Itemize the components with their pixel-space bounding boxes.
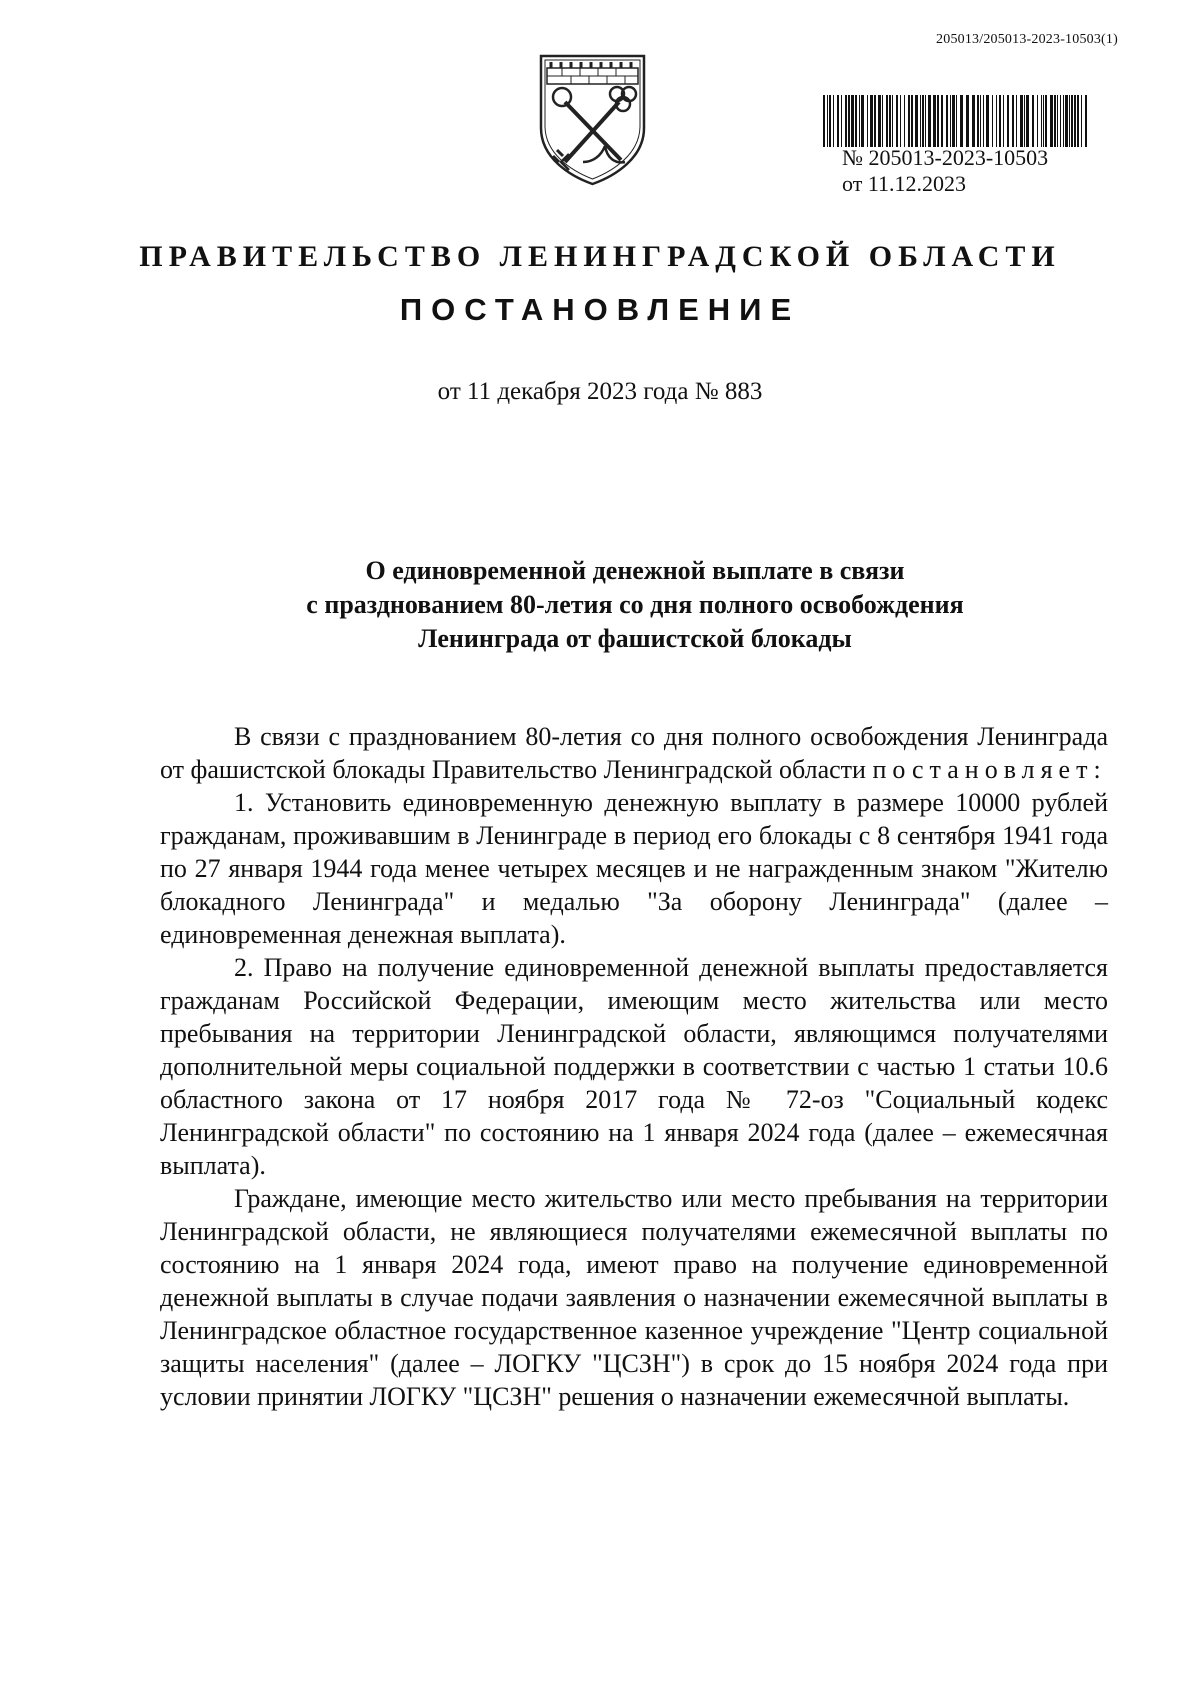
document-date-number: от 11 декабря 2023 года № 883 xyxy=(437,378,763,405)
document-reference: 205013/205013-2023-10503(1) xyxy=(936,32,1118,47)
intro-paragraph xyxy=(160,720,1108,786)
item-1-paragraph: 1. Установить единовременную денежную выплату в размере 10000 рублей гражданам, проживавшим в Ленинграде в период его блокады с 8 сентября 1941 года по 27 января 1944 года менее четырех месяцев и не награжденным знаком "Жителю блокадного Ленинграда" и медалью "За оборону Ленинграда" (далее – единовременная денежная выплата). xyxy=(160,788,1108,949)
barcode-icon xyxy=(823,95,1093,147)
document-subject xyxy=(160,554,1110,656)
registration-number: № 205013-2023-10503 xyxy=(842,145,1049,170)
subject-line: Ленинграда от фашистской блокады xyxy=(418,624,852,653)
government-title: ПРАВИТЕЛЬСТВО ЛЕНИНГРАДСКОЙ ОБЛАСТИ xyxy=(139,240,1061,273)
document-body xyxy=(160,720,1108,1413)
item-2-continuation-paragraph: Граждане, имеющие место жительство или место пребывания на территории Ленинградской области, не являющиеся получателями ежемесячной выплаты по состоянию на 1 января 2024 года, имеют право на получение единовременной денежной выплаты в случае подачи заявления о назначении ежемесячной выплаты в Ленинградское областное государственное казенное учреждение "Центр социальной защиты населения" (далее – ЛОГКУ "ЦСЗН") в срок до 15 ноября 2024 года при условии принятии ЛОГКУ "ЦСЗН" решения о назначении ежемесячной выплаты. xyxy=(160,1184,1108,1411)
registration-block xyxy=(842,145,1048,197)
subject-line: О единовременной денежной выплате в связи xyxy=(365,556,905,585)
registration-date: от 11.12.2023 xyxy=(842,171,967,196)
document-type: ПОСТАНОВЛЕНИЕ xyxy=(399,292,801,327)
resolve-verb: постановляет: xyxy=(872,755,1107,784)
intro-text: В связи с празднованием 80-летия со дня полного освобождения Ленинграда от фашистской блокады Правительство Ленинградской области xyxy=(160,722,1108,784)
item-2-paragraph: 2. Право на получение единовременной денежной выплаты предоставляется гражданам Российской Федерации, имеющим место жительства или место пребывания на территории Ленинградской области, являющимся получателями дополнительной меры социальной поддержки в соответствии с частью 1 статьи 10.6 областного закона от 17 ноября 2017 года № 72-оз "Социальный кодекс Ленинградской области" по состоянию на 1 января 2024 года (далее – ежемесячная выплата). xyxy=(160,953,1108,1180)
leningrad-oblast-coat-of-arms-icon xyxy=(535,50,650,188)
subject-line: с празднованием 80-летия со дня полного освобождения xyxy=(306,590,964,619)
